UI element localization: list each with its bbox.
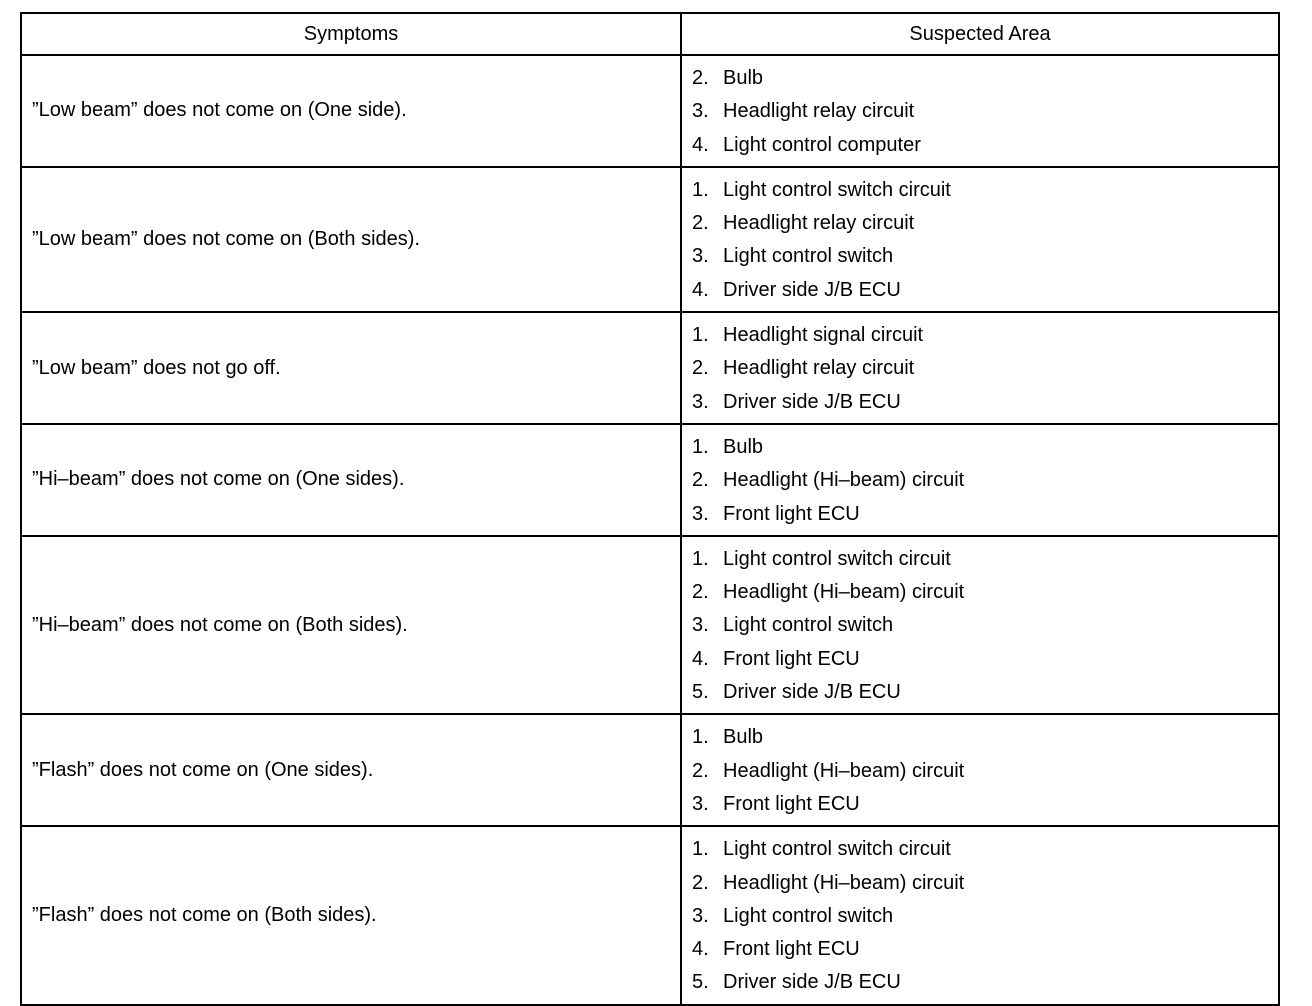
troubleshooting-table-container xyxy=(20,12,1278,1006)
symptom-cell: ”Hi–beam” does not come on (One sides). xyxy=(21,424,681,536)
item-text: Light control switch xyxy=(723,614,894,637)
item-text: Light control switch xyxy=(723,904,894,927)
item-number: 3. xyxy=(692,792,709,815)
suspected-area-cell xyxy=(681,826,1279,1004)
header-suspected-area: Suspected Area xyxy=(681,13,1279,55)
suspected-area-cell xyxy=(681,536,1279,714)
item-text: Bulb xyxy=(723,726,764,749)
item-number: 4. xyxy=(692,278,709,301)
suspected-area-list xyxy=(692,174,1278,307)
item-number: 2. xyxy=(692,212,709,235)
item-number: 1. xyxy=(692,838,709,861)
suspected-area-list xyxy=(692,62,1278,162)
item-number: 5. xyxy=(692,971,709,994)
item-text: Front light ECU xyxy=(723,792,860,815)
list-item xyxy=(692,867,1278,900)
table-header-row xyxy=(21,13,1279,55)
item-number: 2. xyxy=(692,469,709,492)
symptom-cell: ”Low beam” does not go off. xyxy=(21,312,681,424)
item-text: Headlight (Hi–beam) circuit xyxy=(723,759,965,782)
list-item xyxy=(692,274,1278,307)
list-item xyxy=(692,900,1278,933)
table-row xyxy=(21,714,1279,826)
list-item xyxy=(692,386,1278,419)
item-text: Headlight relay circuit xyxy=(723,357,915,380)
suspected-area-cell xyxy=(681,55,1279,167)
item-text: Headlight signal circuit xyxy=(723,324,924,347)
suspected-area-list xyxy=(692,431,1278,531)
item-number: 4. xyxy=(692,938,709,961)
item-number: 3. xyxy=(692,245,709,268)
list-item xyxy=(692,174,1278,207)
item-number: 2. xyxy=(692,357,709,380)
symptom-cell: ”Low beam” does not come on (One side). xyxy=(21,55,681,167)
table-row xyxy=(21,167,1279,312)
table-body xyxy=(21,55,1279,1005)
list-item xyxy=(692,240,1278,273)
list-item xyxy=(692,498,1278,531)
item-number: 5. xyxy=(692,681,709,704)
list-item xyxy=(692,352,1278,385)
list-item xyxy=(692,643,1278,676)
table-row xyxy=(21,536,1279,714)
item-text: Bulb xyxy=(723,67,764,89)
list-item xyxy=(692,788,1278,821)
item-text: Headlight (Hi–beam) circuit xyxy=(723,871,965,894)
item-number: 3. xyxy=(692,614,709,637)
list-item xyxy=(692,464,1278,497)
list-item xyxy=(692,543,1278,576)
item-text: Front light ECU xyxy=(723,647,860,670)
item-number: 1. xyxy=(692,726,709,749)
item-text: Headlight relay circuit xyxy=(723,212,915,235)
item-text: Driver side J/B ECU xyxy=(723,681,901,704)
item-text: Headlight (Hi–beam) circuit xyxy=(723,581,965,604)
item-text: Front light ECU xyxy=(723,938,860,961)
suspected-area-list xyxy=(692,319,1278,419)
list-item xyxy=(692,933,1278,966)
item-number: 2. xyxy=(692,871,709,894)
item-number: 1. xyxy=(692,547,709,570)
item-text: Light control switch circuit xyxy=(723,547,951,570)
item-number: 2. xyxy=(692,67,709,89)
item-text: Front light ECU xyxy=(723,502,860,525)
list-item xyxy=(692,833,1278,866)
suspected-area-cell xyxy=(681,312,1279,424)
item-number: 3. xyxy=(692,904,709,927)
suspected-area-cell xyxy=(681,714,1279,826)
item-text: Light control switch circuit xyxy=(723,838,951,861)
item-text: Light control computer xyxy=(723,133,921,156)
item-number: 1. xyxy=(692,324,709,347)
suspected-area-cell xyxy=(681,424,1279,536)
item-text: Headlight relay circuit xyxy=(723,100,915,123)
item-text: Light control switch circuit xyxy=(723,178,951,201)
item-text: Driver side J/B ECU xyxy=(723,278,901,301)
list-item xyxy=(692,95,1278,128)
header-symptoms: Symptoms xyxy=(21,13,681,55)
list-item xyxy=(692,62,1278,95)
list-item xyxy=(692,431,1278,464)
list-item xyxy=(692,576,1278,609)
suspected-area-list xyxy=(692,721,1278,821)
table-row xyxy=(21,826,1279,1004)
item-number: 4. xyxy=(692,133,709,156)
suspected-area-list xyxy=(692,833,1278,999)
item-number: 4. xyxy=(692,647,709,670)
list-item xyxy=(692,755,1278,788)
item-number: 3. xyxy=(692,100,709,123)
item-text: Light control switch xyxy=(723,245,894,268)
table-row xyxy=(21,312,1279,424)
item-number: 3. xyxy=(692,390,709,413)
table-row xyxy=(21,55,1279,167)
item-text: Bulb xyxy=(723,435,764,458)
item-text: Driver side J/B ECU xyxy=(723,390,901,413)
item-number: 1. xyxy=(692,178,709,201)
item-number: 3. xyxy=(692,502,709,525)
item-number: 1. xyxy=(692,435,709,458)
suspected-area-cell xyxy=(681,167,1279,312)
list-item xyxy=(692,129,1278,162)
item-number: 2. xyxy=(692,581,709,604)
symptom-cell: ”Flash” does not come on (Both sides). xyxy=(21,826,681,1004)
suspected-area-list xyxy=(692,543,1278,709)
list-item xyxy=(692,721,1278,754)
list-item xyxy=(692,319,1278,352)
list-item xyxy=(692,676,1278,709)
symptom-cell: ”Hi–beam” does not come on (Both sides). xyxy=(21,536,681,714)
item-text: Headlight (Hi–beam) circuit xyxy=(723,469,965,492)
symptom-cell: ”Low beam” does not come on (Both sides). xyxy=(21,167,681,312)
list-item xyxy=(692,966,1278,999)
symptom-cell: ”Flash” does not come on (One sides). xyxy=(21,714,681,826)
list-item xyxy=(692,207,1278,240)
item-text: Driver side J/B ECU xyxy=(723,971,901,994)
item-number: 2. xyxy=(692,759,709,782)
table-row xyxy=(21,424,1279,536)
list-item xyxy=(692,609,1278,642)
troubleshooting-table xyxy=(20,12,1280,1006)
